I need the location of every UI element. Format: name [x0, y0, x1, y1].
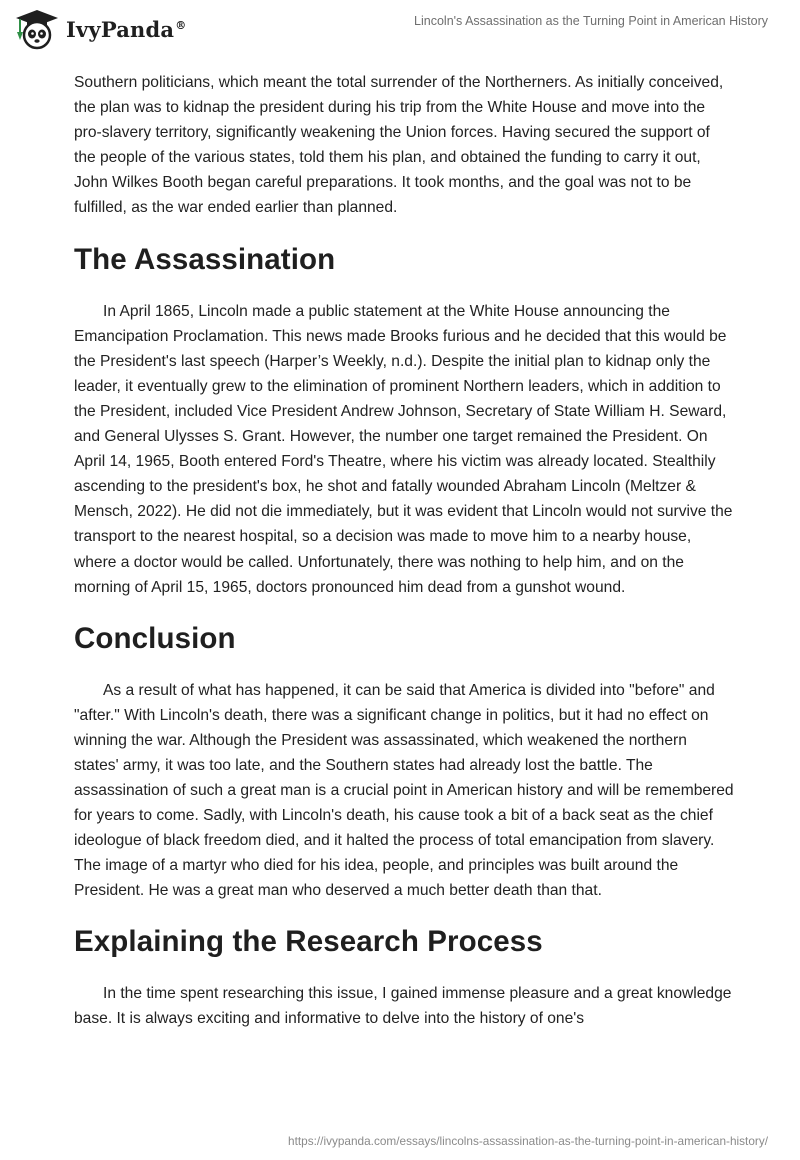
panda-graduate-icon	[14, 8, 60, 50]
section-paragraph-conclusion: As a result of what has happened, it can be said that America is divided into "before" and "after." With Lincoln's death, there was a significant change in politics, but it had no effect on winning the war. Although the President was assassinated, which weakened the northern states' army, it was too late, and the Southern states had already lost the battle. The assassination of such a great man is a crucial point in American history and will be remembered for years to come. Sadly, with Lincoln's death, his cause took a bit of a back seat as the chief ideologue of black freedom died, and it halted the process of total emancipation from slavery. The image of a martyr who died for his idea, people, and principles was built around the President. He was a great man who deserved a much better death than that.	[74, 681, 734, 900]
section-heading-conclusion: Conclusion	[74, 621, 236, 655]
intro-paragraph: Southern politicians, which meant the total surrender of the Northerners. As initially conceived, the plan was to kidnap the president during his trip from the White House and move into the pro-slavery territory, significantly weakening the Union forces. Having secured the support of the people of the various states, told them his plan, and obtained the funding to carry it out, John Wilkes Booth began careful preparations. It took months, and the goal was not to be fulfilled, as the war ended earlier than planned.	[74, 74, 724, 217]
essay-body	[74, 70, 734, 1031]
document-title: Lincoln's Assassination as the Turning Point in American History	[414, 14, 768, 28]
section-heading-research-process: Explaining the Research Process	[74, 924, 543, 958]
brand-name: IvyPanda®	[66, 16, 187, 42]
page-header	[0, 0, 800, 60]
section-paragraph-research-process: In the time spent researching this issue, I gained immense pleasure and a great knowledge base. It is always exciting and informative to delve into the history of one's	[74, 984, 732, 1027]
section-paragraph-assassination: In April 1865, Lincoln made a public statement at the White House announcing the Emancipation Proclamation. This news made Brooks furious and he decided that this would be the President's last speech (Harper’s Weekly, n.d.). Despite the initial plan to kidnap only the leader, it eventually grew to the elimination of prominent Northern leaders, which in addition to the President, included Vice President Andrew Johnson, Secretary of State William H. Seward, and General Ulysses S. Grant. However, the number one target remained the President. On April 14, 1965, Booth entered Ford's Theatre, where his victim was already located. Stealthily ascending to the president's box, he shot and fatally wounded Abraham Lincoln (Meltzer & Mensch, 2022). He did not die immediately, but it was evident that Lincoln would not survive the transport to the nearest hospital, so a decision was made to move him to a nearby house, where a doctor would be called. Unfortunately, there was nothing to help him, and on the morning of April 15, 1965, doctors pronounced him dead from a gunshot wound.	[74, 302, 733, 596]
section-heading-assassination: The Assassination	[74, 242, 336, 276]
ivypanda-logo[interactable]	[14, 8, 186, 50]
footer-source-url[interactable]: https://ivypanda.com/essays/lincolns-assassination-as-the-turning-point-in-american-history/	[288, 1134, 768, 1148]
